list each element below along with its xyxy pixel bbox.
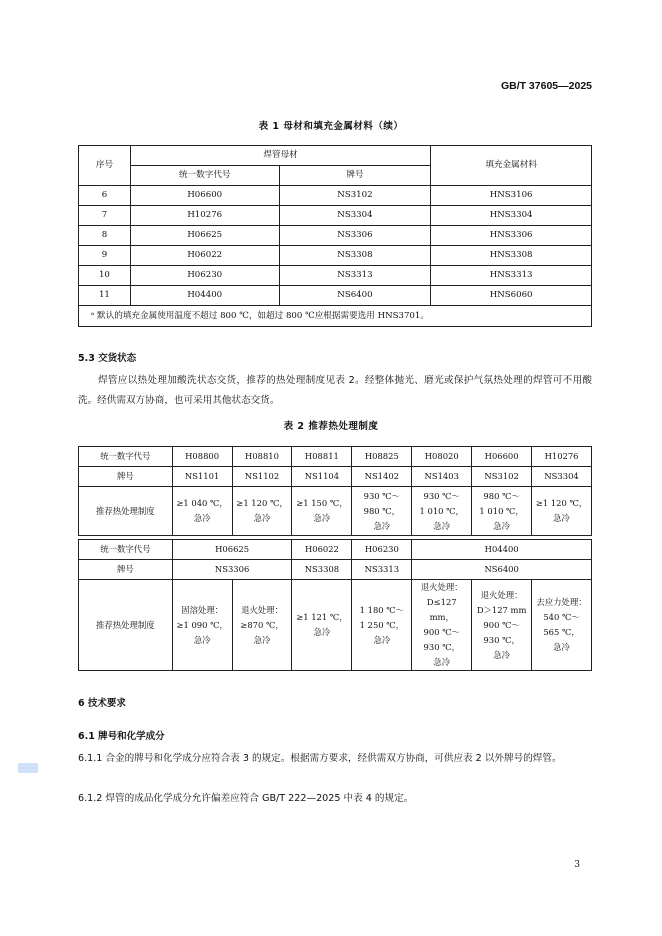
cell: NS3306 <box>279 226 431 246</box>
cell: 6 <box>79 186 131 206</box>
cell: ≥1 040 ℃， 急冷 <box>172 487 232 536</box>
table2-part-a <box>78 446 592 536</box>
cell: 固溶处理： ≥1 090 ℃， 急冷 <box>172 580 232 671</box>
row-label-ht: 推荐热处理制度 <box>79 487 173 536</box>
cell: NS3304 <box>279 206 431 226</box>
section-6-1-title: 6.1 牌号和化学成分 <box>78 731 165 742</box>
cell: NS3313 <box>352 560 412 580</box>
cell: 11 <box>79 286 131 306</box>
cell: NS3304 <box>532 467 592 487</box>
cell: H06600 <box>472 447 532 467</box>
cell: H06625 <box>172 540 292 560</box>
cell: HNS3313 <box>431 266 592 286</box>
table1-footnote: ᵃ 默认的填充金属使用温度不超过 800 ℃，如超过 800 ℃应根据需要选用 HNS3701。 <box>79 306 592 327</box>
cell: HNS3106 <box>431 186 592 206</box>
table-row <box>79 186 592 206</box>
cell: H06022 <box>292 540 352 560</box>
row-label-grade: 牌号 <box>79 467 173 487</box>
cell: NS1101 <box>172 467 232 487</box>
cell: 退火处理： ≥870 ℃， 急冷 <box>232 580 292 671</box>
cell: 10 <box>79 266 131 286</box>
clause-6-1-2: 6.1.2 焊管的成品化学成分允许偏差应符合 GB/T 222—2025 中表 4 的规定。 <box>78 793 414 804</box>
section-5-3-title: 5.3 交货状态 <box>78 353 137 364</box>
row-label-code: 统一数字代号 <box>79 540 173 560</box>
cell: H06022 <box>130 246 279 266</box>
cell: NS3102 <box>279 186 431 206</box>
cell: NS1104 <box>292 467 352 487</box>
section-5-3-text: 焊管应以热处理加酸洗状态交货，推荐的热处理制度见表 2。经整体抛光、磨光或保护气氛热处理的焊管可不用酸洗。经供需双方协商，也可采用其他状态交货。 <box>78 375 592 406</box>
cell: 退火处理： D≤127 mm， 900 ℃～ 930 ℃， 急冷 <box>412 580 472 671</box>
row-label-ht: 推荐热处理制度 <box>79 580 173 671</box>
cell: 去应力处理： 540 ℃～ 565 ℃， 急冷 <box>532 580 592 671</box>
cell: ≥1 120 ℃， 急冷 <box>232 487 292 536</box>
cell: ≥1 150 ℃， 急冷 <box>292 487 352 536</box>
cell: H08810 <box>232 447 292 467</box>
cell: 8 <box>79 226 131 246</box>
table1-header-grade: 牌号 <box>279 166 431 186</box>
cell: NS6400 <box>412 560 592 580</box>
table-row <box>79 266 592 286</box>
table-row <box>79 206 592 226</box>
row-label-code: 统一数字代号 <box>79 447 173 467</box>
cell: NS3306 <box>172 560 292 580</box>
cell: H04400 <box>412 540 592 560</box>
cell: 7 <box>79 206 131 226</box>
cell: H06600 <box>130 186 279 206</box>
table1-header-code: 统一数字代号 <box>130 166 279 186</box>
table1-header-seq: 序号 <box>79 146 131 186</box>
table1-caption: 表 1 母材和填充金属材料（续） <box>258 121 404 132</box>
table-row <box>79 226 592 246</box>
cell: NS6400 <box>279 286 431 306</box>
cell: 1 180 ℃～ 1 250 ℃， 急冷 <box>352 580 412 671</box>
table-row <box>79 246 592 266</box>
cell: H08811 <box>292 447 352 467</box>
cell: 980 ℃～ 1 010 ℃， 急冷 <box>472 487 532 536</box>
cell: HNS6060 <box>431 286 592 306</box>
cell: H06625 <box>130 226 279 246</box>
cell: HNS3306 <box>431 226 592 246</box>
cell: NS3308 <box>292 560 352 580</box>
cell: 9 <box>79 246 131 266</box>
cell: ≥1 120 ℃， 急冷 <box>532 487 592 536</box>
table2-caption: 表 2 推荐热处理制度 <box>283 421 379 432</box>
cell: H06230 <box>130 266 279 286</box>
table1-header-filler: 填充金属材料 <box>431 146 592 186</box>
cell: NS1102 <box>232 467 292 487</box>
cell: NS3102 <box>472 467 532 487</box>
cell: NS1402 <box>352 467 412 487</box>
clause-6-1-1: 6.1.1 合金的牌号和化学成分应符合表 3 的规定。根据需方要求，经供需双方协商，可供应表 2 以外牌号的焊管。 <box>78 753 562 764</box>
section-6-title: 6 技术要求 <box>78 698 126 709</box>
page-number: 3 <box>574 860 580 870</box>
table2-part-b <box>78 539 592 671</box>
cell: H04400 <box>130 286 279 306</box>
table1-header-base: 焊管母材 <box>130 146 430 166</box>
cell: H08800 <box>172 447 232 467</box>
table1 <box>78 145 592 327</box>
cell: H08825 <box>352 447 412 467</box>
cell: 退火处理： D＞127 mm 900 ℃～ 930 ℃， 急冷 <box>472 580 532 671</box>
cell: H10276 <box>130 206 279 226</box>
standard-number: GB/T 37605—2025 <box>500 80 592 92</box>
cell: H10276 <box>532 447 592 467</box>
cell: 930 ℃～ 1 010 ℃， 急冷 <box>412 487 472 536</box>
cell: ≥1 121 ℃， 急冷 <box>292 580 352 671</box>
cell: HNS3304 <box>431 206 592 226</box>
table-row <box>79 286 592 306</box>
cell: NS1403 <box>412 467 472 487</box>
cell: 930 ℃～ 980 ℃， 急冷 <box>352 487 412 536</box>
cell: H08020 <box>412 447 472 467</box>
cell: NS3313 <box>279 266 431 286</box>
watermark-stamp <box>18 763 38 773</box>
cell: H06230 <box>352 540 412 560</box>
cell: NS3308 <box>279 246 431 266</box>
row-label-grade: 牌号 <box>79 560 173 580</box>
cell: HNS3308 <box>431 246 592 266</box>
